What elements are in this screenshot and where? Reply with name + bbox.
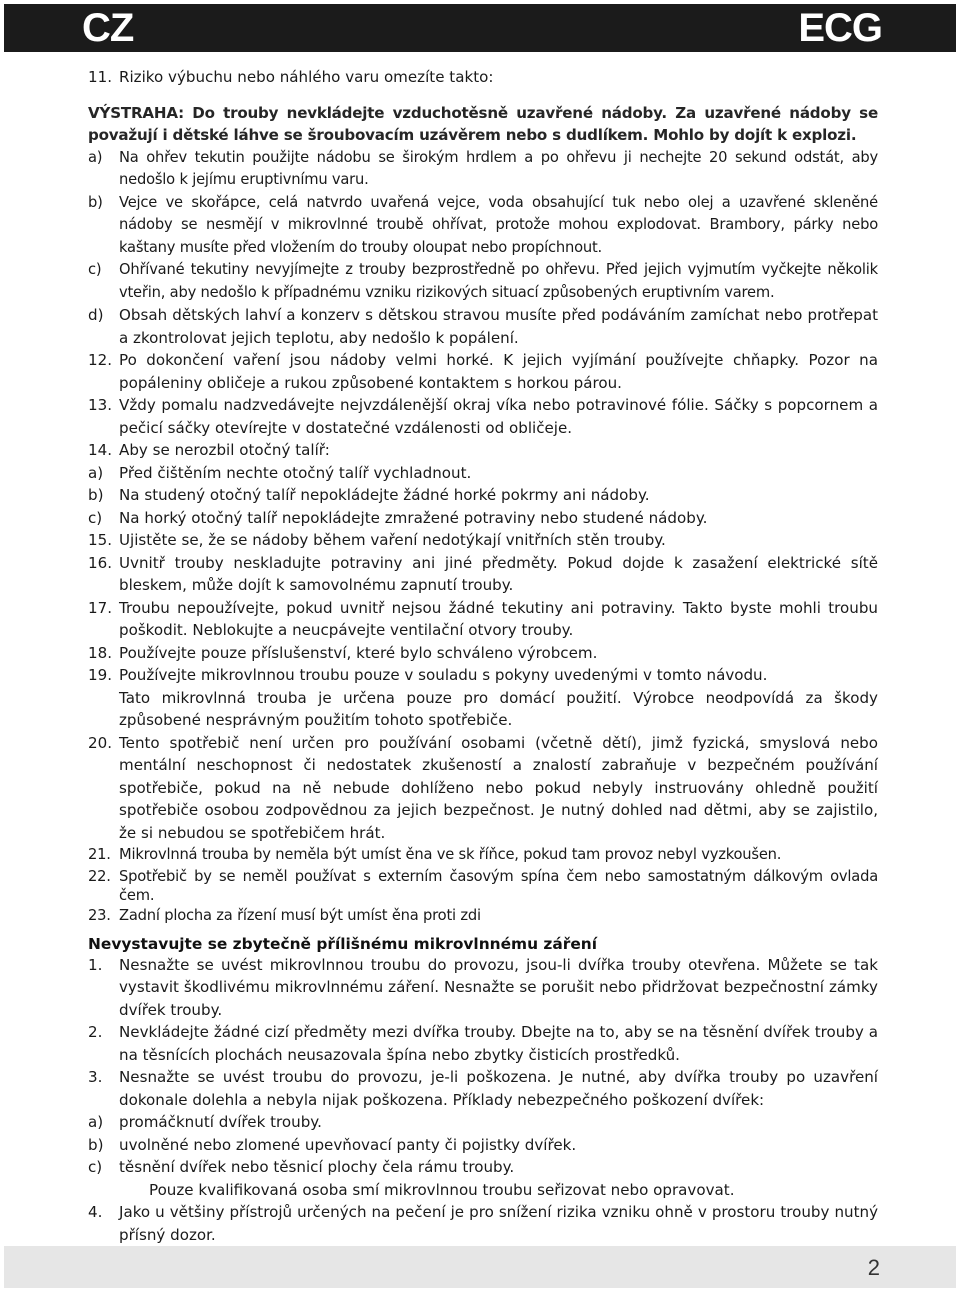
section-heading: Nevystavujte se zbytečně přílišnému mikrovlnnému záření bbox=[88, 935, 598, 953]
page-header bbox=[4, 4, 956, 52]
language-code: CZ bbox=[82, 6, 134, 50]
document-body bbox=[88, 66, 878, 1246]
item-21: 21. Mikrovlnná trouba by neměla být umíst ěna ve sk říňce, pokud tam provoz nebyl vyzkoušen. bbox=[88, 846, 782, 863]
section-item-3-continued: Pouze kvalifikovaná osoba smí mikrovlnnou troubu seřizovat nebo opravovat. bbox=[149, 1180, 735, 1199]
item-13: 13. Vždy pomalu nadzvedávejte nejvzdálenější okraj víka nebo potravinové fólie. Sáčky s popcornem a pečicí sáčky otevírejte v dostatečné vzdálenosti od obličeje. bbox=[88, 396, 878, 437]
item-15: 15. Ujistěte se, že se nádoby během vaření nedotýkají vnitřních stěn trouby. bbox=[88, 531, 666, 549]
section-item-3: 3. Nesnažte se uvést troubu do provozu, je-li poškozena. Je nutné, aby dvířka trouby po uzavření dokonale dolehla a nebyla nijak poškozena. Příklady nebezpečného poškození dvířek: bbox=[88, 1068, 878, 1109]
item-14c: c) Na horký otočný talíř nepokládejte zmražené potraviny nebo studené nádoby. bbox=[88, 508, 708, 527]
section-item-2: 2. Nevkládejte žádné cizí předměty mezi dvířka trouby. Dbejte na to, aby se na těsnění dvířek trouby a na těsnících plochách neusazovala špína nebo zbytky čisticích prostředků. bbox=[88, 1023, 878, 1064]
item-23: 23. Zadní plocha za řízení musí být umíst ěna proti zdi bbox=[88, 906, 481, 924]
item-19-continued: Tato mikrovlnná trouba je určena pouze pro domácí použití. Výrobce neodpovídá za škody způsobené nesprávným použitím tohoto spotřebiče. bbox=[119, 688, 878, 729]
section-item-1: 1. Nesnažte se uvést mikrovlnnou troubu do provozu, jsou-li dvířka trouby otevřena. Můžete se tak vystavit škodlivému mikrovlnnému záření. Nesnažte se porušit nebo přidržovat bezpečnostní zámky dvířek trouby. bbox=[88, 955, 878, 1019]
section-item-3b: b) uvolněné nebo zlomené upevňovací panty či pojistky dvířek. bbox=[88, 1135, 577, 1154]
section-item-4: 4. Jako u většiny přístrojů určených na pečení je pro snížení rizika vzniku ohně v prostoru trouby nutný přísný dozor. bbox=[88, 1203, 878, 1244]
section-item-3a: a) promáčknutí dvířek trouby. bbox=[88, 1113, 322, 1131]
item-11b: b) Vejce ve skořápce, celá natvrdo uvařená vejce, voda obsahující tuk nebo olej a uzavřené skleněné nádoby se nesmějí v mikrovlnné troubě ohřívat, protože mohou explodovat. Brambory, párky nebo kaštany musíte před vložením do trouby oloupat nebo propíchnout. bbox=[88, 193, 878, 256]
item-18: 18. Používejte pouze příslušenství, které bylo schváleno výrobcem. bbox=[88, 643, 598, 662]
item-17: 17. Troubu nepoužívejte, pokud uvnitř nejsou žádné tekutiny ani potraviny. Takto byste mohli troubu poškodit. Neblokujte a neucpávejte ventilační otvory trouby. bbox=[88, 598, 878, 639]
page-footer bbox=[4, 1246, 956, 1288]
item-14a: a) Před čištěním nechte otočný talíř vychladnout. bbox=[88, 463, 472, 482]
item-14: 14. Aby se nerozbil otočný talíř: bbox=[88, 441, 330, 459]
section-item-3c: c) těsnění dvířek nebo těsnicí plochy čela rámu trouby. bbox=[88, 1158, 515, 1176]
item-16: 16. Uvnitř trouby neskladujte potraviny ani jiné předměty. Pokud dojde k zasažení elektrické sítě bleskem, může dojít k samovolnému zapnutí trouby. bbox=[88, 553, 878, 594]
item-11: 11. Riziko výbuchu nebo náhlého varu omezíte takto: bbox=[88, 68, 494, 86]
item-12: 12. Po dokončení vaření jsou nádoby velmi horké. K jejich vyjímání používejte chňapky. Pozor na popáleniny obličeje a rukou způsobené kontaktem s horkou párou. bbox=[88, 351, 878, 392]
item-11d: d) Obsah dětských lahví a konzerv s dětskou stravou musíte před podáváním zamíchat nebo protřepat a zkontrolovat jejich teplotu, aby nedošlo k popálení. bbox=[88, 306, 878, 347]
item-11c: c) Ohřívané tekutiny nevyjímejte z trouby bezprostředně po ohřevu. Před jejich vyjmutím vyčkejte několik vteřin, aby nedošlo k případnému vzniku rizikových situací způsobených eruptivním varem. bbox=[88, 261, 878, 301]
item-11a: a) Na ohřev tekutin použijte nádobu se širokým hrdlem a po ohřevu ji nechejte 20 sekund odstát, aby nedošlo k jejímu eruptivnímu varu. bbox=[88, 148, 878, 188]
warning-paragraph: VÝSTRAHA: Do trouby nevkládejte vzduchotěsně uzavřené nádoby. Za uzavřené nádoby se považují i dětské láhve se šroubovacím uzávěrem nebo s dudlíkem. Mohlo by dojít k explozi. bbox=[88, 103, 878, 144]
brand-logo: ECG bbox=[798, 6, 882, 50]
item-22: 22. Spotřebič by se neměl používat s externím časovým spína čem nebo samostatným dálkovým ovlada čem. bbox=[88, 867, 878, 904]
item-14b: b) Na studený otočný talíř nepokládejte žádné horké pokrmy ani nádoby. bbox=[88, 486, 650, 504]
item-20: 20. Tento spotřebič není určen pro používání osobami (včetně dětí), jimž fyzická, smyslová nebo mentální neschopnost či nedostatek zkušeností a znalostí zabraňuje v bezpečném používání spotřebiče, pokud na ně nebude dohlíženo nebo pokud nebyly instruovány ohledně použití spotřebiče osobou zodpovědnou za jejich bezpečnost. Je nutný dohled nad dětmi, aby se zajistilo, že si nebudou se spotřebičem hrát. bbox=[88, 733, 878, 842]
page-number: 2 bbox=[867, 1255, 880, 1280]
item-19: 19. Používejte mikrovlnnou troubu pouze v souladu s pokyny uvedenými v tomto návodu. bbox=[88, 666, 768, 684]
